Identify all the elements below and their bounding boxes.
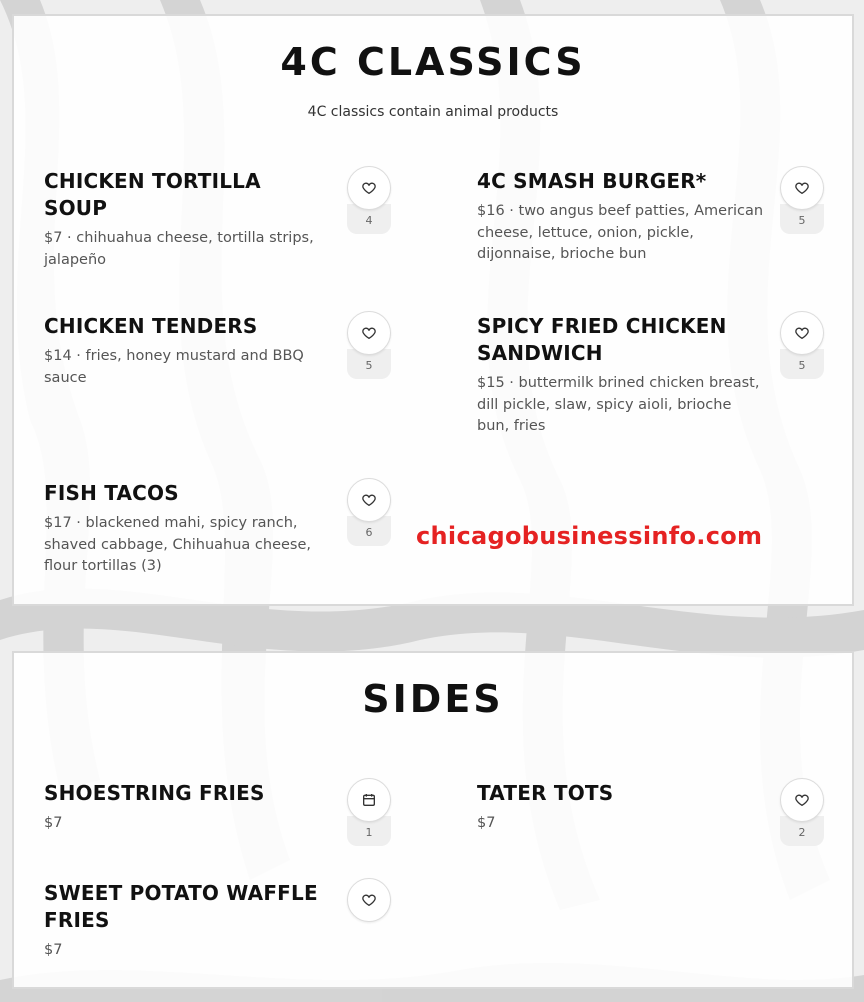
menu-item-name: 4C SMASH BURGER*: [477, 169, 707, 193]
favorite-count: 2: [780, 816, 824, 846]
calendar-icon: [361, 792, 377, 808]
menu-item-description: $14 · fries, honey mustard and BBQ sauce: [44, 348, 304, 386]
section-4c-classics: [12, 14, 854, 606]
section-title: 4C CLASSICS: [280, 40, 586, 84]
favorite-control: [347, 311, 391, 379]
heart-icon: [361, 492, 377, 508]
favorite-count: 6: [347, 516, 391, 546]
favorite-control: [780, 311, 824, 379]
favorite-count: 1: [347, 816, 391, 846]
favorite-button[interactable]: [347, 311, 391, 355]
section-subtitle: 4C classics contain animal products: [307, 104, 559, 120]
favorite-button[interactable]: [347, 166, 391, 210]
favorite-button[interactable]: [347, 878, 391, 922]
heart-icon: [794, 792, 810, 808]
favorite-control: [347, 778, 391, 846]
favorite-control: [780, 778, 824, 846]
favorite-control: [347, 478, 391, 546]
menu-item-name: CHICKEN TORTILLA SOUP: [44, 169, 261, 220]
favorite-count: 5: [780, 204, 824, 234]
heart-icon: [794, 180, 810, 196]
menu-item-description: $7 · chihuahua cheese, tortilla strips, jalapeño: [44, 230, 314, 268]
menu-item-name: SPICY FRIED CHICKEN SANDWICH: [477, 314, 727, 365]
menu-item-name: TATER TOTS: [477, 781, 614, 805]
menu-item-description: $17 · blackened mahi, spicy ranch, shaved cabbage, Chihuahua cheese, flour tortillas (3): [44, 515, 312, 574]
favorite-button[interactable]: [347, 478, 391, 522]
menu-item-description: $15 · buttermilk brined chicken breast, dill pickle, slaw, spicy aioli, brioche bun, fries: [477, 375, 760, 434]
favorite-count: 5: [780, 349, 824, 379]
favorite-count: 4: [347, 204, 391, 234]
favorite-control: [780, 166, 824, 234]
favorite-button[interactable]: [780, 311, 824, 355]
heart-icon: [794, 325, 810, 341]
favorite-button[interactable]: [780, 778, 824, 822]
heart-icon: [361, 325, 377, 341]
menu-item-name: SHOESTRING FRIES: [44, 781, 265, 805]
favorite-button[interactable]: [780, 166, 824, 210]
menu-item-price: $7: [477, 815, 496, 831]
menu-item-name: SWEET POTATO WAFFLE FRIES: [44, 881, 318, 932]
menu-item-name: CHICKEN TENDERS: [44, 314, 258, 338]
favorite-control: [347, 878, 391, 922]
menu-item-description: $16 · two angus beef patties, American cheese, lettuce, onion, pickle, dijonnaise, brioche bun: [477, 203, 764, 262]
favorite-control: [347, 166, 391, 234]
calendar-button[interactable]: [347, 778, 391, 822]
section-sides: [12, 651, 854, 989]
menu-item-name: FISH TACOS: [44, 481, 179, 505]
menu-item-price: $7: [44, 942, 63, 958]
menu-item-price: $7: [44, 815, 63, 831]
heart-icon: [361, 180, 377, 196]
favorite-count: 5: [347, 349, 391, 379]
section-title: SIDES: [362, 677, 504, 721]
watermark: chicagobusinessinfo.com: [416, 522, 763, 550]
heart-icon: [361, 892, 377, 908]
